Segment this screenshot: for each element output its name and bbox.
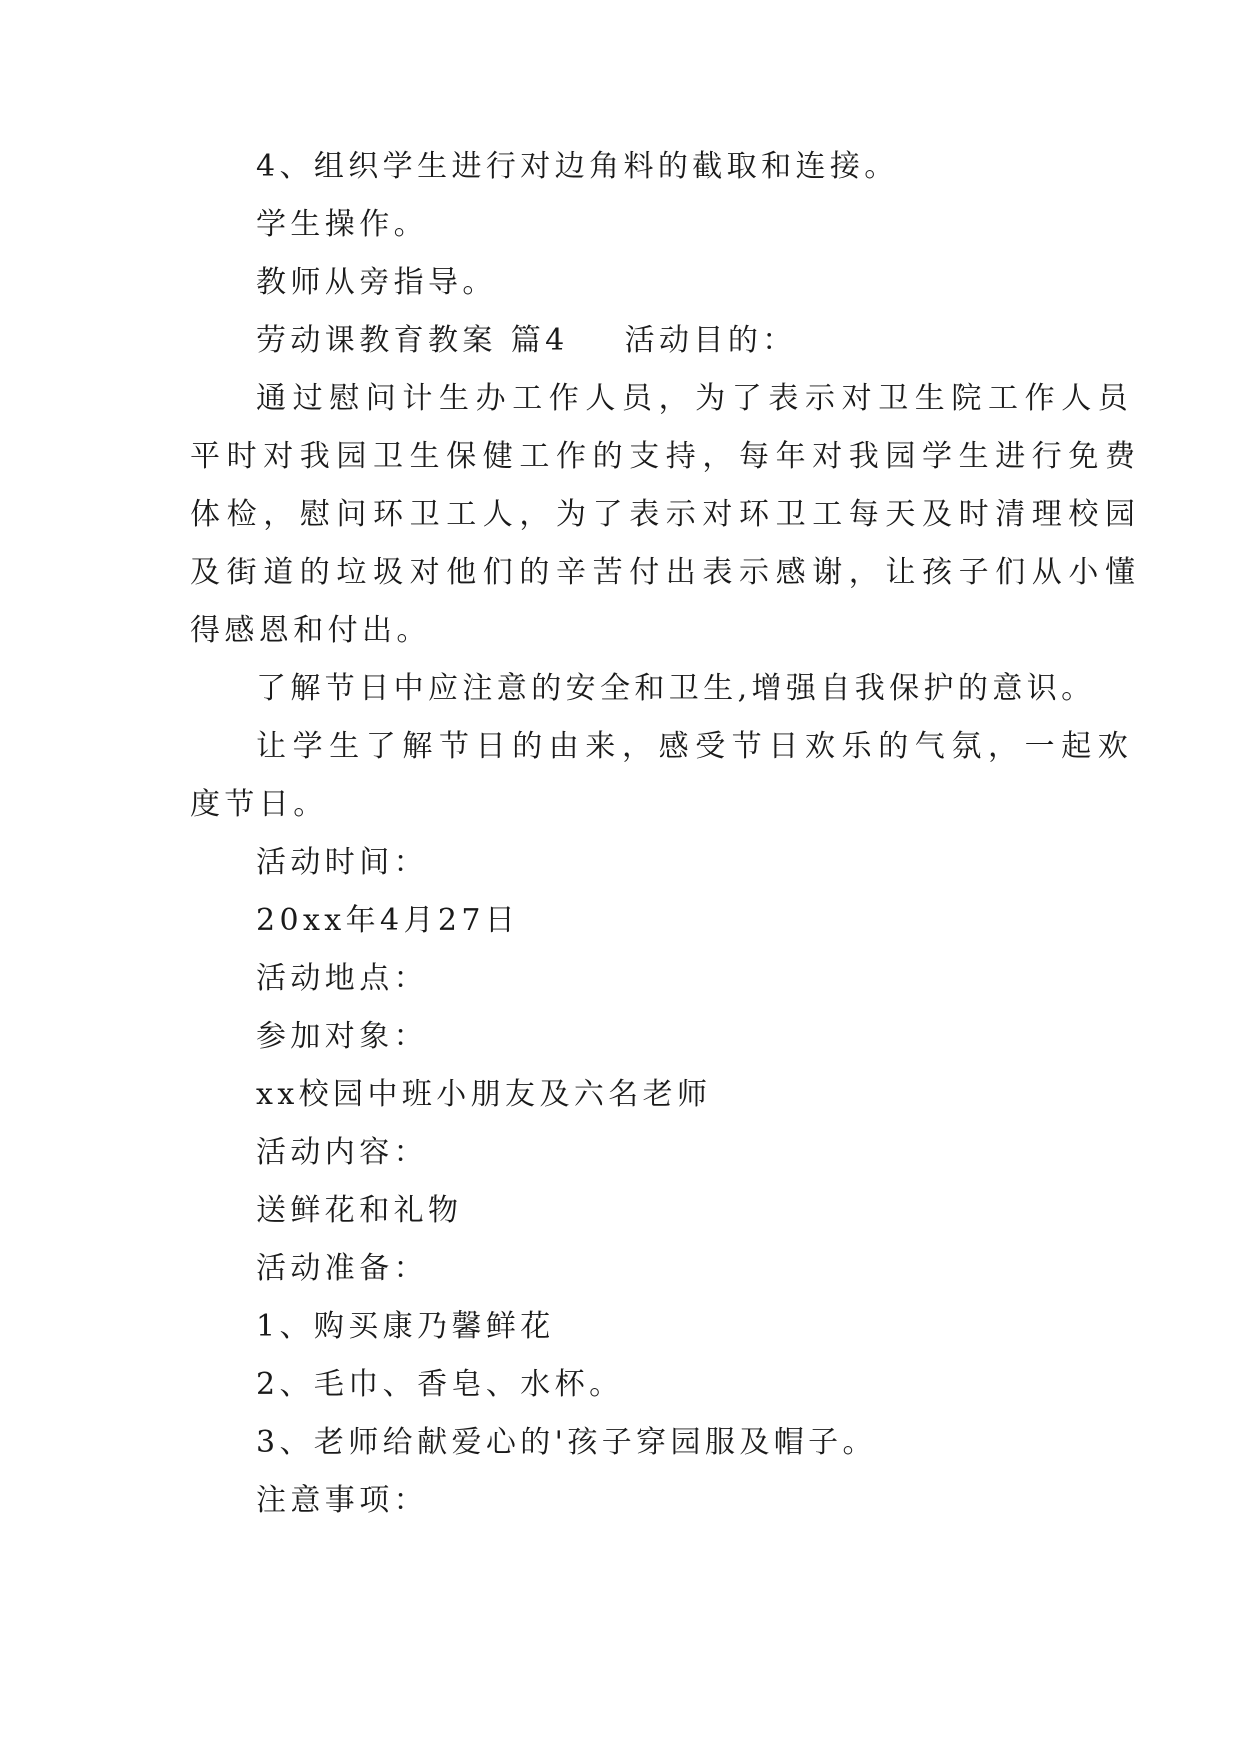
text-line: 度节日。 [190,787,328,822]
date-line: 20xx年4月27日 [256,903,520,938]
text-line: xx校园中班小朋友及六名老师 [256,1077,712,1112]
text-line: 及街道的垃圾对他们的辛苦付出表示感谢，让孩子们从小懂 [190,555,1142,590]
section-heading-line [256,321,797,361]
text-line: 送鲜花和礼物 [256,1193,463,1228]
text-line: 活动目的： [624,323,797,358]
text-line: 通过慰问计生办工作人员，为了表示对卫生院工作人员 [256,381,1135,416]
text-line: 4、组织学生进行对边角料的截取和连接。 [256,149,899,184]
text-line: 活动时间： [256,845,428,880]
text-line: 得感恩和付出。 [190,613,431,648]
list-item: 3、老师给献爱心的'孩子穿园服及帽子。 [256,1425,877,1460]
text-line: 活动准备： [256,1251,428,1286]
list-item: 2、毛巾、香皂、水杯。 [256,1367,624,1402]
list-item: 1、购买康乃馨鲜花 [256,1309,555,1344]
text-line: 教师从旁指导。 [256,265,497,300]
text-line: 平时对我园卫生保健工作的支持，每年对我园学生进行免费 [190,439,1142,474]
text-line: 体检，慰问环卫工人，为了表示对环卫工每天及时清理校园 [190,497,1142,532]
text-line: 让学生了解节日的由来，感受节日欢乐的气氛，一起欢 [256,729,1135,764]
text-line: 了解节日中应注意的安全和卫生,增强自我保护的意识。 [256,671,1096,706]
text-line: 学生操作。 [256,207,428,242]
text-line: 活动内容： [256,1135,428,1170]
text-line: 活动地点： [256,961,428,996]
text-line: 参加对象： [256,1019,428,1054]
text-line: 注意事项： [256,1483,428,1518]
section-title: 劳动课教育教案 篇4 [256,323,569,358]
